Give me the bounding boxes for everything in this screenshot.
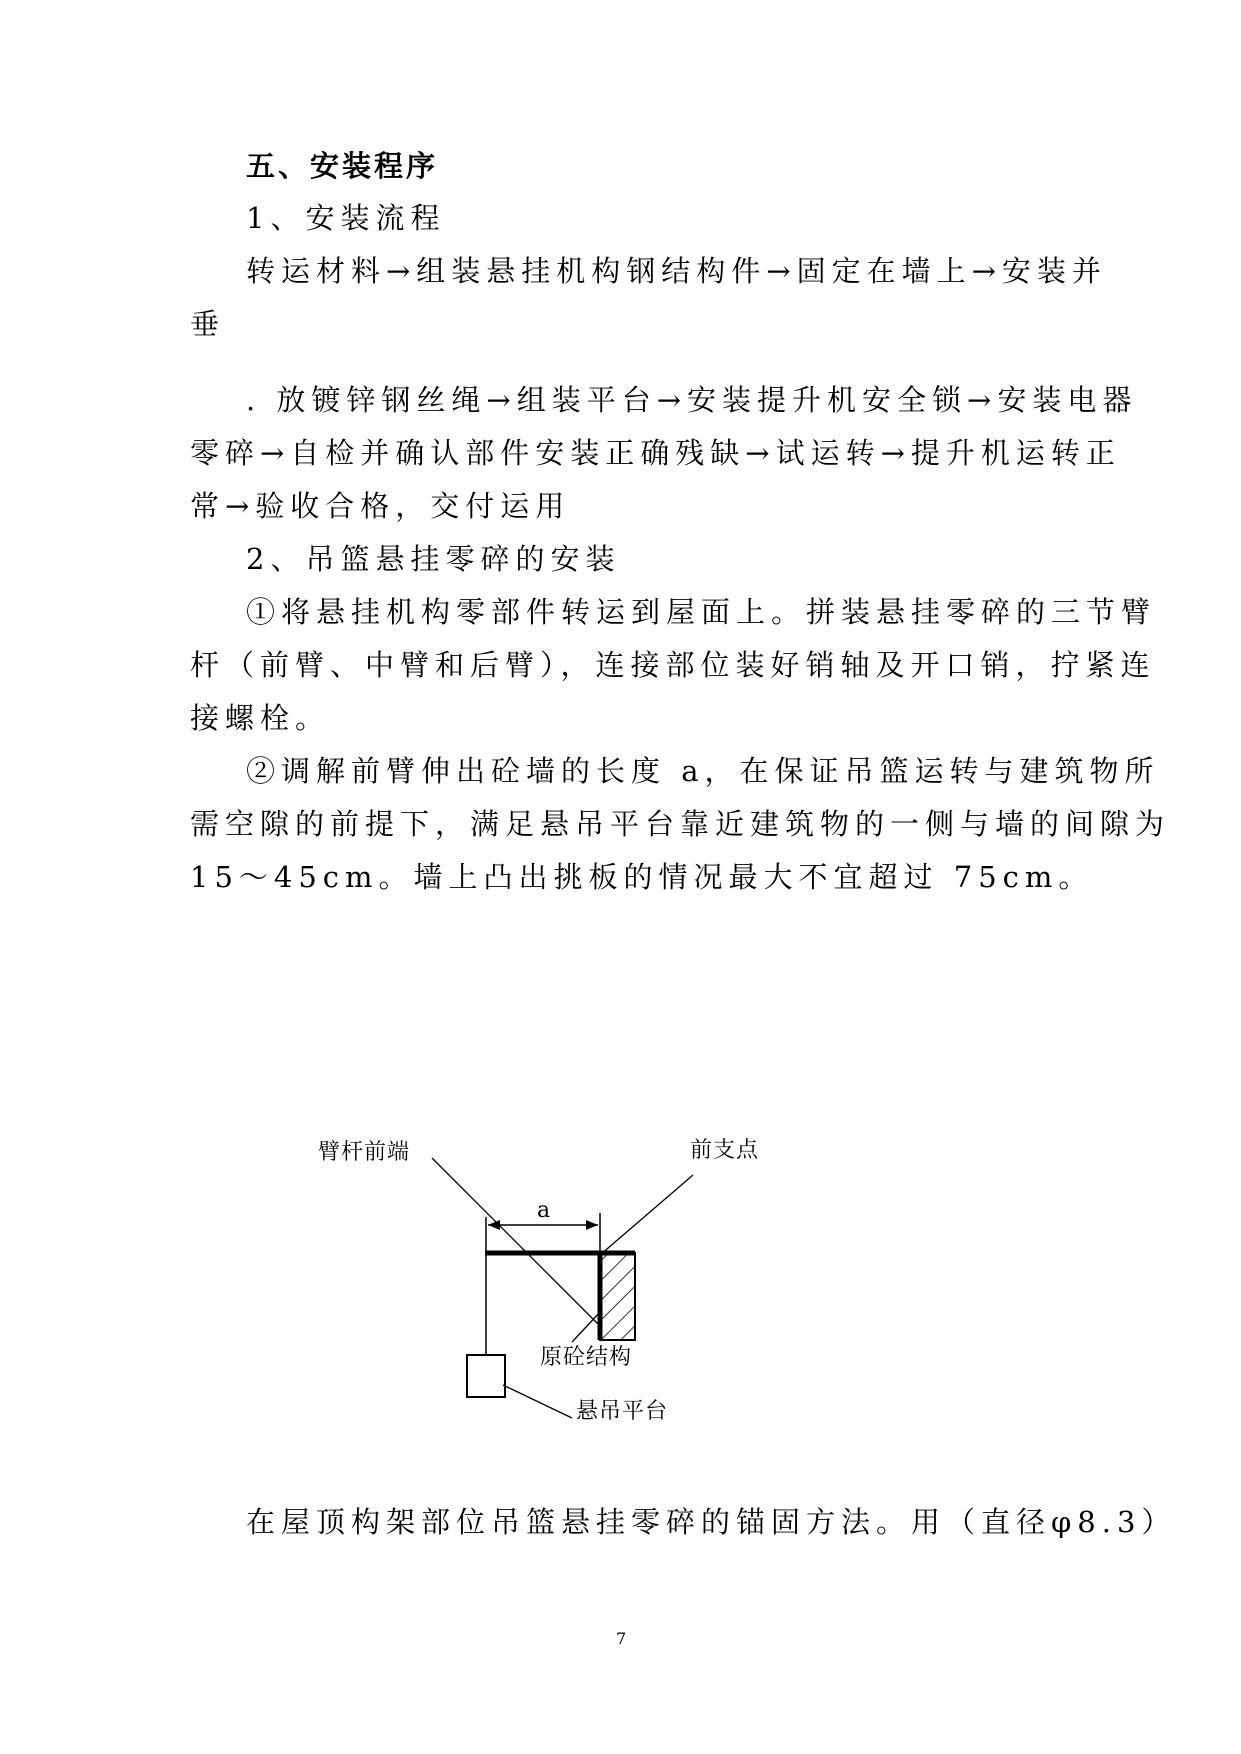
paragraph-line: 杆（前臂、中臂和后臂），连接部位装好销轴及开口销，拧紧连: [190, 648, 1156, 682]
subsection-title-suspension-install: 2、吊篮悬挂零碎的安装: [246, 542, 621, 576]
label-suspended-platform: 悬吊平台: [576, 1399, 669, 1424]
leader-arm-front: [432, 1158, 600, 1326]
flow-line: 转运材料→组装悬挂机构钢结构件→固定在墙上→安装并: [246, 254, 1107, 288]
suspended-platform: [467, 1355, 505, 1397]
section-heading: 五、安装程序: [246, 149, 439, 183]
flow-line: 常→验收合格，交付运用: [190, 489, 571, 523]
page-number: 7: [616, 1629, 627, 1648]
dimension-arrow-right: [586, 1220, 598, 1230]
label-dimension-a: a: [537, 1198, 552, 1223]
paragraph-line: 15～45cm。墙上凸出挑板的情况最大不宜超过 75cm。: [190, 860, 1094, 894]
flow-line: 零碎→自检并确认部件安装正确残缺→试运转→提升机运转正: [190, 436, 1121, 470]
label-arm-front: 臂杆前端: [318, 1140, 411, 1165]
flow-line: . 放镀锌钢丝绳→组装平台→安装提升机安全锁→安装电器: [246, 383, 1138, 417]
subsection-title-install-flow: 1、安装流程: [246, 201, 446, 235]
paragraph-line: 接螺栓。: [190, 701, 331, 735]
paragraph-line: 需空隙的前提下，满足悬吊平台靠近建筑物的一侧与墙的间隙为: [190, 807, 1171, 841]
concrete-wall: [600, 1253, 635, 1340]
leader-platform: [503, 1385, 572, 1418]
label-concrete-structure: 原砼结构: [540, 1345, 633, 1370]
flow-line: 垂: [190, 307, 226, 341]
paragraph-line: ②调解前臂伸出砼墙的长度 a，在保证吊篮运转与建筑物所: [246, 754, 1160, 788]
paragraph-line: ①将悬挂机构零部件转运到屋面上。拼装悬挂零碎的三节臂: [246, 595, 1157, 629]
label-front-fulcrum: 前支点: [690, 1138, 760, 1163]
paragraph-line: 在屋顶构架部位吊篮悬挂零碎的锚固方法。用（直径φ8.3）: [246, 1505, 1177, 1539]
leader-front-fulcrum: [600, 1175, 693, 1255]
